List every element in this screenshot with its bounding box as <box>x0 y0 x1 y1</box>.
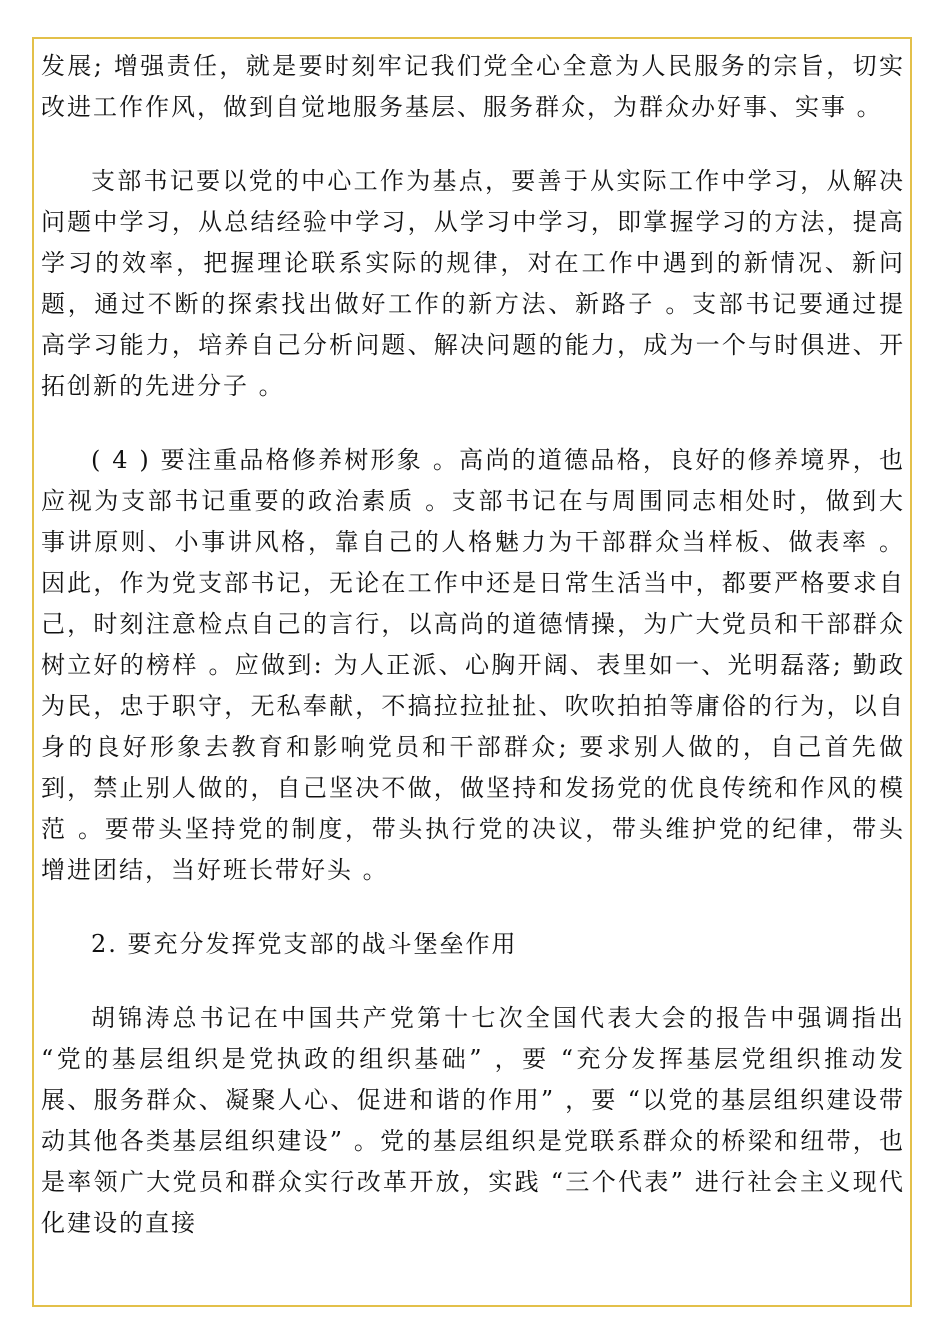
document-body <box>41 46 905 1277</box>
paragraph-character-image: ( 4 ) 要注重品格修养树形象 。高尚的道德品格，良好的修养境界，也应视为支部书记重要的政治素质 。支部书记在与周围同志相处时，做到大事讲原则、小事讲风格，靠自己的人格魅力为干部群众当样板、做表率 。因此，作为党支部书记，无论在工作中还是日常生活当中，都要严格要求自己，时刻注意检点自己的言行，以高尚的道德情操，为广大党员和干部群众树立好的榜样 。应做到: 为人正派、心胸开阔、表里如一、光明磊落; 勤政为民，忠于职守，无私奉献，不搞拉拉扯扯、吹吹拍拍等庸俗的行为，以自身的良好形象去教育和影响党员和干部群众; 要求别人做的，自己首先做到，禁止别人做的，自己坚决不做，做坚持和发扬党的优良传统和作风的模范 。要带头坚持党的制度，带头执行党的决议，带头维护党的纪律，带头增进团结，当好班长带好头 。 <box>41 446 905 884</box>
paragraph-study-ability: 支部书记要以党的中心工作为基点，要善于从实际工作中学习，从解决问题中学习，从总结经验中学习，从学习中学习，即掌握学习的方法，提高学习的效率，把握理论联系实际的规律，对在工作中遇到的新情况、新问题，通过不断的探索找出做好工作的新方法、新路子 。支部书记要通过提高学习能力，培养自己分析问题、解决问题的能力，成为一个与时俱进、开拓创新的先进分子 。 <box>41 167 905 400</box>
section-heading: 2. 要充分发挥党支部的战斗堡垒作用 <box>91 930 518 958</box>
paragraph-party-branch-role: 胡锦涛总书记在中国共产党第十七次全国代表大会的报告中强调指出 “党的基层组织是党执政的组织基础” ，要 “充分发挥基层党组织推动发展、服务群众、凝聚人心、促进和谐的作用” ，要 “以党的基层组织建设带动其他各类基层组织建设” 。党的基层组织是党联系群众的桥梁和纽带，也是率领广大党员和群众实行改革开放，实践 “三个代表” 进行社会主义现代化建设的直接 <box>41 1004 905 1237</box>
paragraph-continuation: 发展; 增强责任，就是要时刻牢记我们党全心全意为人民服务的宗旨，切实改进工作作风，做到自觉地服务基层、服务群众，为群众办好事、实事 。 <box>41 52 905 121</box>
